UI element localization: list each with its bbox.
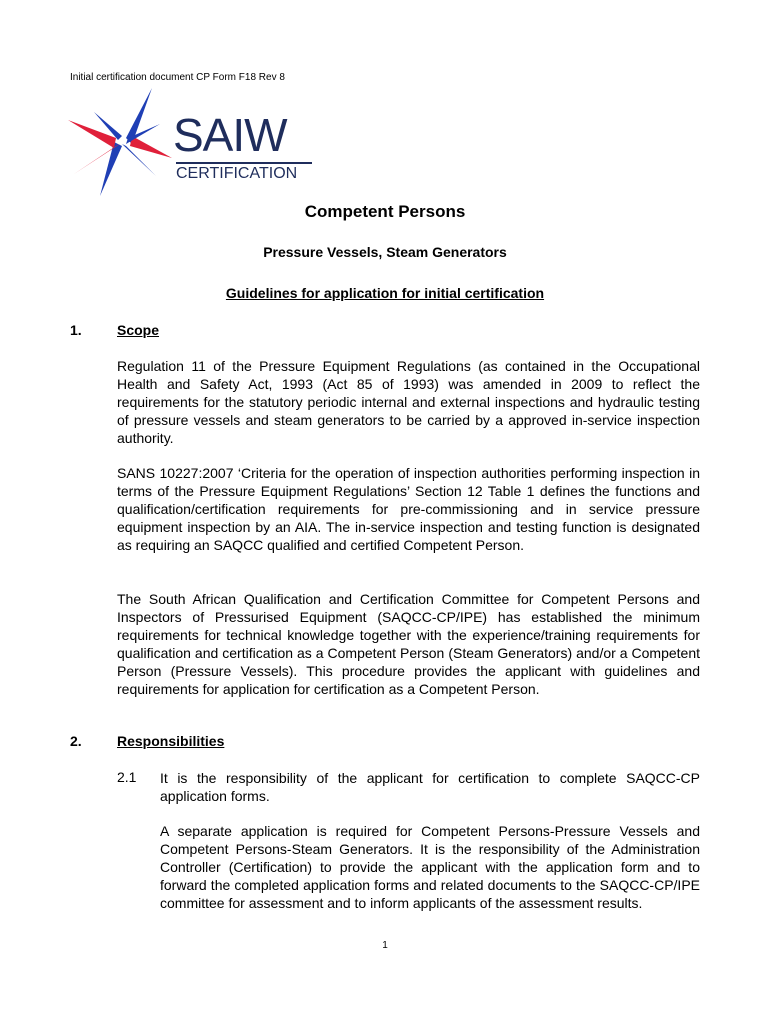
section-2-heading: Responsibilities xyxy=(117,733,225,749)
responsibilities-paragraph-1: It is the responsibility of the applicant for certification to complete SAQCC-CP application forms. xyxy=(160,770,700,804)
compass-star-icon xyxy=(60,88,180,200)
logo-subtitle: CERTIFICATION xyxy=(176,165,298,182)
page-number: 1 xyxy=(382,940,388,951)
guidelines-heading: Guidelines for application for initial certification xyxy=(225,285,545,301)
scope-paragraph-3: The South African Qualification and Certification Committee for Competent Persons and Inspectors of Pressurised Equipment (SAQCC-CP/IPE) has established the minimum requirements for technical knowledge together with the experience/training requirements for qualification and certification as a Competent Person (Steam Generators) and/or a Competent Person (Pressure Vessels). This procedure provides the applicant with guidelines and requirements for application for certification as a Competent Person. xyxy=(117,591,700,697)
scope-paragraph-2: SANS 10227:2007 ‘Criteria for the operation of inspection authorities performing inspection in terms of the Pressure Equipment Regulations’ Section 12 Table 1 defines the functions and qualification/certification requirements for pre-commissioning and in service pressure equipment inspection by an AIA. The in-service inspection and testing function is designated as requiring an SAQCC qualified and certified Competent Person. xyxy=(117,465,700,553)
section-1-number: 1. xyxy=(70,322,82,338)
section-1-heading: Scope xyxy=(117,322,160,338)
responsibilities-paragraph-2: A separate application is required for Competent Persons-Pressure Vessels and Competent Persons-Steam Generators. It is the responsibility of the Administration Controller (Certification) to provide the applicant with the application form and to forward the completed application forms and related documents to the SAQCC-CP/IPE committee for assessment and to inform applicants of the assessment results. xyxy=(160,823,700,911)
header-note: Initial certification document CP Form F18 Rev 8 xyxy=(70,72,285,83)
page-subtitle: Pressure Vessels, Steam Generators xyxy=(263,244,507,260)
section-2-number: 2. xyxy=(70,733,82,749)
subsection-2-1-number: 2.1 xyxy=(117,769,137,785)
scope-paragraph-1: Regulation 11 of the Pressure Equipment Regulations (as contained in the Occupational Health and Safety Act, 1993 (Act 85 of 1993) was amended in 2009 to reflect the requirements for the statutory periodic internal and external inspections and hydraulic testing of pressure vessels and steam generators to be carried by a approved in-service inspection authority. xyxy=(117,358,700,446)
saiw-logo xyxy=(60,88,330,200)
logo-brand: SAIW xyxy=(173,109,287,161)
page-title: Competent Persons xyxy=(304,202,466,221)
